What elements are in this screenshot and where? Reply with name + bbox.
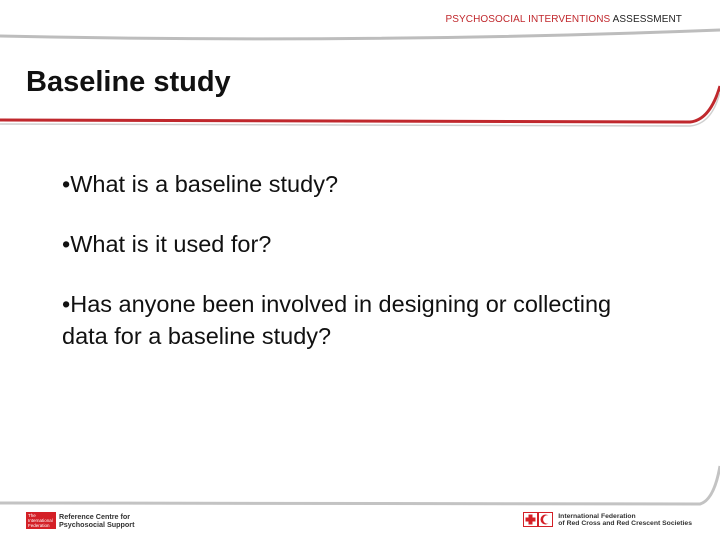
section-tag <box>445 14 682 25</box>
bullet-list <box>62 168 662 380</box>
red-cross-crescent-icon <box>523 512 553 528</box>
reference-centre-logo <box>26 512 135 529</box>
ifrc-logo <box>523 512 692 528</box>
ifrc-line2: of Red Cross and Red Crescent Societies <box>558 520 692 527</box>
bullet-item: •What is a baseline study? <box>62 171 339 197</box>
reference-centre-text <box>59 513 135 528</box>
reference-centre-line1: Reference Centre for <box>59 512 131 522</box>
slide-title: Baseline study <box>26 66 231 98</box>
ifrc-red-badge: The International Federation <box>26 512 56 529</box>
reference-centre-line2: Psychosocial Support <box>59 519 135 529</box>
section-tag-secondary: ASSESSMENT <box>612 14 682 25</box>
section-tag-primary: PSYCHOSOCIAL INTERVENTIONS <box>445 14 611 25</box>
bullet-item: •Has anyone been involved in designing or collecting data for a baseline study? <box>62 291 612 349</box>
ifrc-line1: International Federation <box>558 512 636 520</box>
bullet-item: •What is it used for? <box>62 231 272 257</box>
footer-grey-swoosh <box>0 466 720 504</box>
top-grey-arc <box>0 30 720 39</box>
ifrc-text <box>558 513 692 527</box>
